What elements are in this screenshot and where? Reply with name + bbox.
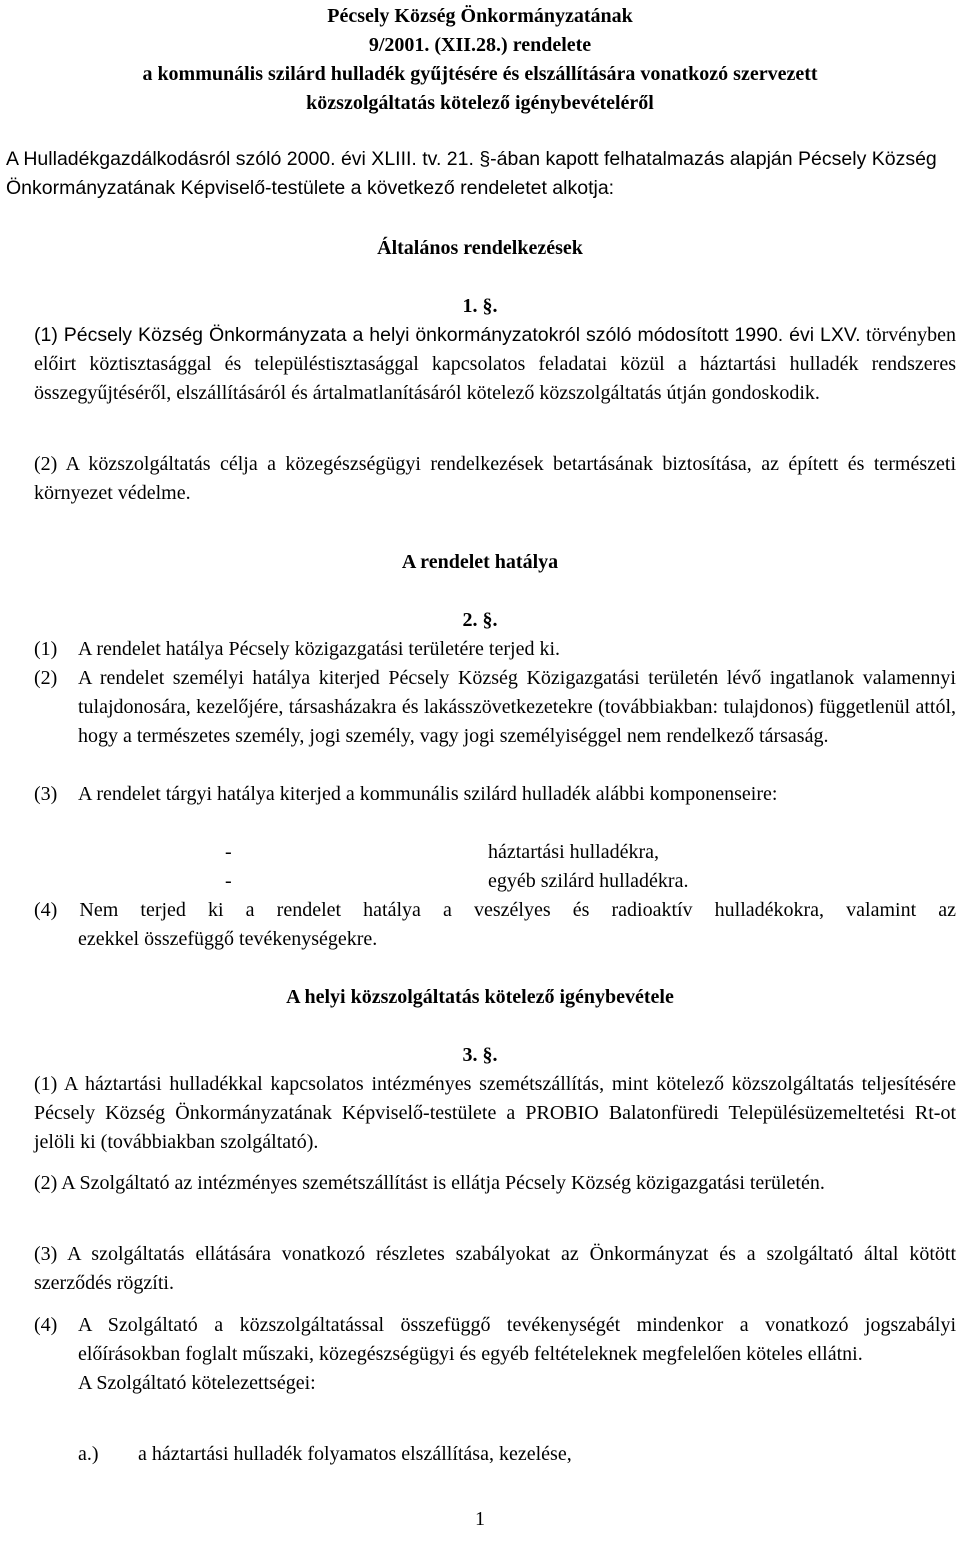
section-3-paragraph-2: (2) A Szolgáltató az intézményes szemétszállítást is ellátja Pécsely Község közigazgatási területén. bbox=[34, 1172, 825, 1194]
title-line-2: 9/2001. (XII.28.) rendelete bbox=[368, 34, 592, 56]
dash-item-1: - háztartási hulladékra, bbox=[225, 841, 660, 863]
section-2-heading: A rendelet hatálya bbox=[401, 551, 559, 573]
section-3-paragraph-3: (3) A szolgáltatás ellátására vonatkozó részletes szabályokat az Önkormányzat és a szolgáltató által kötött szerződés rögzíti. bbox=[34, 1243, 956, 1294]
section-3-heading: A helyi közszolgáltatás kötelező igénybevétele bbox=[286, 986, 674, 1008]
section-2-item-4-continued: ezekkel összefüggő tevékenységekre. bbox=[78, 928, 378, 950]
document-title bbox=[0, 2, 960, 118]
section-1-paragraph-1: (1) Pécsely Község Önkormányzata a helyi önkormányzatokról szóló módosított 1990. évi LXV. törvényben előirt köztisztasággal és településtisztasággal kapcsolatos feladatai közül a háztartási hulladék rendszeres összegyűjtéséről, elszállításáról és ártalmatlanításáról kötelező közszolgáltatás útján gondoskodik. bbox=[34, 324, 956, 404]
section-2-item-4: (4) Nem terjed ki a rendelet hatálya a veszélyes és radioaktív hulladékokra, valamint az bbox=[34, 899, 956, 921]
obligation-item-a: a.) a háztartási hulladék folyamatos elszállítása, kezelése, bbox=[78, 1443, 572, 1465]
obligations-label: A Szolgáltató kötelezettségei: bbox=[78, 1372, 316, 1394]
section-1-paragraph-2: (2) A közszolgáltatás célja a közegészségügyi rendelkezések betartásának biztosítása, az épített és természeti környezet védelme. bbox=[34, 453, 956, 504]
title-line-1: Pécsely Község Önkormányzatának bbox=[327, 5, 633, 27]
section-1-paragraph-number: 1. §. bbox=[462, 295, 498, 317]
dash-item-2: - egyéb szilárd hulladékra. bbox=[225, 870, 689, 892]
section-2-item-2: (2) A rendelet személyi hatálya kiterjed Pécsely Község Közigazgatási területén lévő ingatlanok valamennyi tulajdonosára, kezelőjére, társasházakra és lakásszövetkezetekre (továbbiakban: tulajdonos) függetlenül attól, hogy a természetes személy, jogi személy, vagy jogi személyiséggel nem rendelkező társaság. bbox=[34, 667, 956, 747]
title-line-4: közszolgáltatás kötelező igénybevételéről bbox=[306, 92, 654, 114]
preamble: A Hulladékgazdálkodásról szóló 2000. évi XLIII. tv. 21. §-ában kapott felhatalmazás alapján Pécsely Község Önkormányzatának Képviselő-testülete a következő rendeletet alkotja: bbox=[6, 148, 937, 199]
section-3-paragraph-1: (1) A háztartási hulladékkal kapcsolatos intézményes szemétszállítás, mint kötelező közszolgáltatás teljesítésére Pécsely Község Önkormányzatának Képviselő-testülete a PROBIO Balatonfüredi Településüzemeltetési Rt-ot jelöli ki (továbbiakban szolgáltató). bbox=[34, 1073, 956, 1153]
section-1-heading: Általános rendelkezések bbox=[377, 237, 583, 259]
section-3-paragraph-number: 3. §. bbox=[462, 1044, 498, 1066]
section-2-item-3: (3) A rendelet tárgyi hatálya kiterjed a kommunális szilárd hulladék alábbi komponenseire: bbox=[34, 783, 778, 805]
section-2-item-1: (1) A rendelet hatálya Pécsely közigazgatási területére terjed ki. bbox=[34, 638, 561, 660]
section-3-paragraph-4: (4) A Szolgáltató a közszolgáltatással összefüggő tevékenységét mindenkor a vonatkozó jogszabályi előírásokban foglalt műszaki, közegészségügyi és egyéb feltételeknek megfelelően köteles ellátni. A Szolgáltató kötelezettségei: bbox=[34, 1311, 956, 1398]
title-line-3: a kommunális szilárd hulladék gyűjtésére és elszállítására vonatkozó szervezett bbox=[142, 63, 818, 85]
section-2-paragraph-number: 2. §. bbox=[462, 609, 498, 631]
page-number: 1 bbox=[475, 1508, 485, 1530]
